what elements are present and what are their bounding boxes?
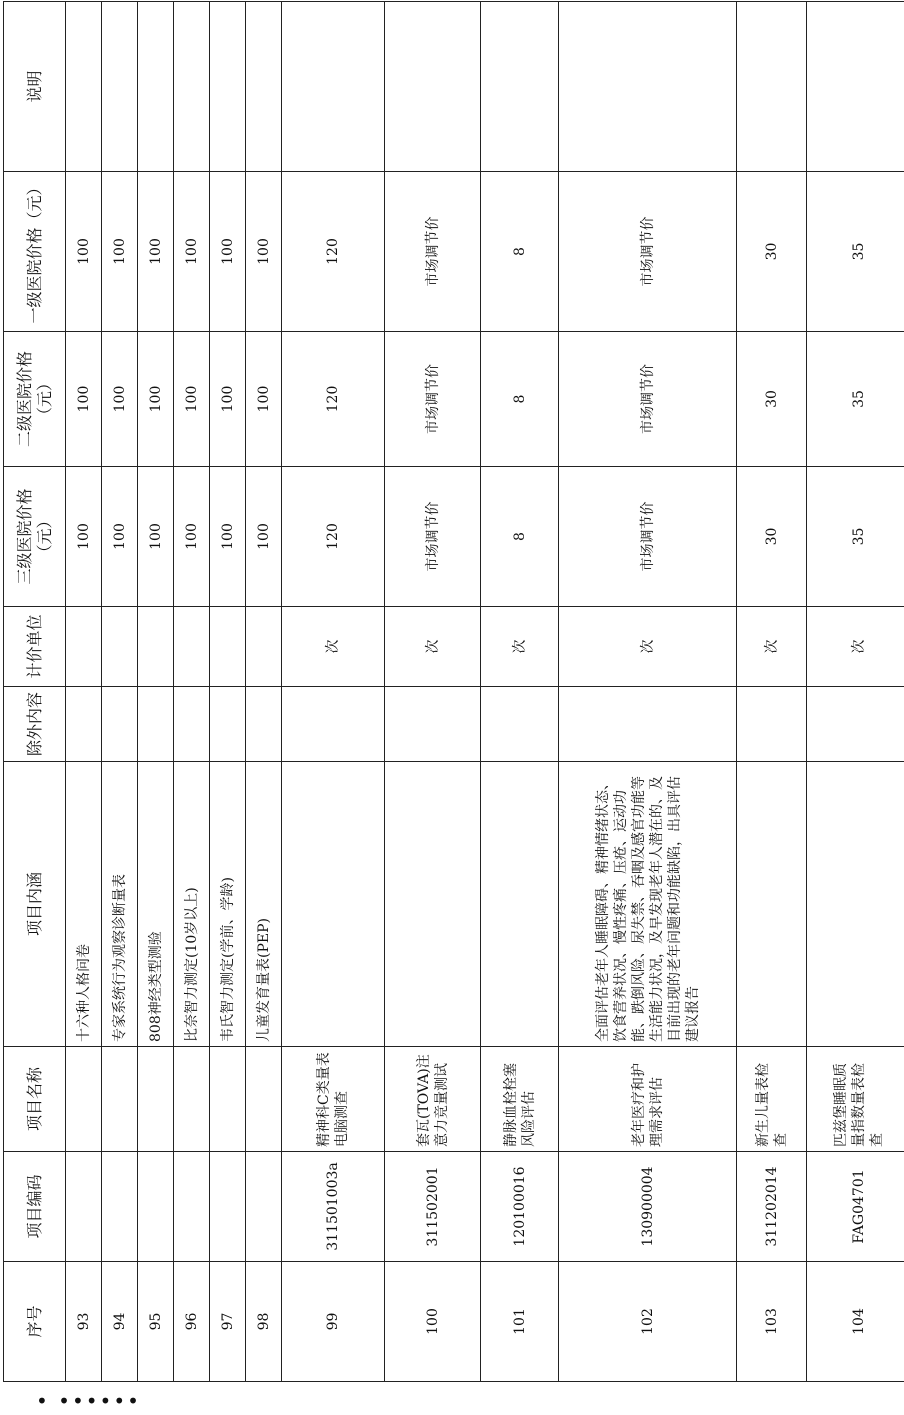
table-row [559,2,737,1382]
cell-name [66,1047,102,1152]
header-price2: 二级医院价格（元） [4,332,66,467]
cell-price2: 市场调节价 [559,332,737,467]
cell-price2: 100 [174,332,210,467]
cell-price1: 120 [282,172,385,332]
table-row [102,2,138,1382]
cell-name [174,1047,210,1152]
cell-price3: 30 [737,467,807,607]
table-row [174,2,210,1382]
cell-excluded [737,687,807,762]
cell-price1: 市场调节价 [385,172,481,332]
cell-name [102,1047,138,1152]
header-seq: 序号 [4,1262,66,1382]
cell-unit [210,607,246,687]
cell-seq: 100 [385,1262,481,1382]
cell-content: 十六种人格问卷 [66,762,102,1047]
cell-price3: 市场调节价 [385,467,481,607]
header-content: 项目内涵 [4,762,66,1047]
cell-price2: 100 [210,332,246,467]
cell-content [807,762,904,1047]
cell-price1: 35 [807,172,904,332]
cell-price3: 100 [66,467,102,607]
cell-price1: 100 [66,172,102,332]
header-note: 说明 [4,2,66,172]
table-row [138,2,174,1382]
cell-unit [66,607,102,687]
cell-unit: 次 [737,607,807,687]
cell-content: 全面评估老年人睡眠障碍、精神情绪状态、饮食营养状况、慢性疼痛、压疮、运动功能、跌倒风险、尿失禁、吞咽及感官功能等生活能力状况，及早发现老年人潜在的、及目前出现的老年问题和功能缺陷，出具评估建议报告 [559,762,737,1047]
cell-seq: 93 [66,1262,102,1382]
cell-unit [246,607,282,687]
cell-name: 新生儿量表检查 [737,1047,807,1152]
table-row [737,2,807,1382]
cell-unit: 次 [282,607,385,687]
cell-note [246,2,282,172]
header-price1: 一级医院价格（元） [4,172,66,332]
header-row [4,2,66,1382]
cell-price2: 120 [282,332,385,467]
cell-code: 311502001 [385,1152,481,1262]
cell-code [174,1152,210,1262]
header-excluded: 除外内容 [4,687,66,762]
cell-price3: 8 [481,467,559,607]
cell-note [807,2,904,172]
cell-price3: 100 [102,467,138,607]
cell-price1: 100 [138,172,174,332]
cell-excluded [481,687,559,762]
cell-price2: 100 [66,332,102,467]
cell-content: 比奈智力测定(10岁以上) [174,762,210,1047]
cell-excluded [559,687,737,762]
cell-price2: 35 [807,332,904,467]
table-row [481,2,559,1382]
cell-code [246,1152,282,1262]
cell-excluded [174,687,210,762]
cell-price2: 市场调节价 [385,332,481,467]
cell-note [282,2,385,172]
cell-excluded [102,687,138,762]
cell-name: 套瓦(TOVA)注意力竞量测试 [385,1047,481,1152]
cell-code: FAG04701 [807,1152,904,1262]
cell-excluded [210,687,246,762]
cell-seq: 103 [737,1262,807,1382]
cell-excluded [385,687,481,762]
cell-name [246,1047,282,1152]
table-row [246,2,282,1382]
cell-price1: 100 [174,172,210,332]
cell-unit: 次 [559,607,737,687]
cell-price1: 市场调节价 [559,172,737,332]
cell-price1: 100 [210,172,246,332]
cell-code [210,1152,246,1262]
cell-code: 311202014 [737,1152,807,1262]
cell-note [385,2,481,172]
cell-excluded [807,687,904,762]
cell-price1: 100 [102,172,138,332]
cell-content [737,762,807,1047]
cell-code [66,1152,102,1262]
cell-price1: 8 [481,172,559,332]
cell-seq: 94 [102,1262,138,1382]
cell-excluded [66,687,102,762]
cell-note [481,2,559,172]
cell-code [102,1152,138,1262]
cell-seq: 96 [174,1262,210,1382]
cell-name [138,1047,174,1152]
cell-name: 匹兹堡睡眠质量指数量表检查 [807,1047,904,1152]
price-table [3,1,904,1382]
cell-seq: 104 [807,1262,904,1382]
cell-unit: 次 [481,607,559,687]
cell-excluded [138,687,174,762]
cell-content: 专家系统行为观察诊断量表 [102,762,138,1047]
cell-name: 静脉血栓栓塞风险评估 [481,1047,559,1152]
cell-price1: 100 [246,172,282,332]
cell-unit [102,607,138,687]
cell-unit [138,607,174,687]
cell-seq: 102 [559,1262,737,1382]
cell-price3: 120 [282,467,385,607]
header-price3: 三级医院价格（元） [4,467,66,607]
cell-price2: 30 [737,332,807,467]
cell-content: 儿童发育量表(PEP) [246,762,282,1047]
cell-content [385,762,481,1047]
header-name: 项目名称 [4,1047,66,1152]
cell-name: 老年医疗和护理需求评估 [559,1047,737,1152]
cell-price3: 100 [174,467,210,607]
cell-name: 精神科C类量表电脑测查 [282,1047,385,1152]
cell-content: 韦氏智力测定(学前、学龄) [210,762,246,1047]
header-code: 项目编码 [4,1152,66,1262]
cell-seq: 99 [282,1262,385,1382]
cell-unit [174,607,210,687]
table-row [282,2,385,1382]
cell-content: 808神经类型测验 [138,762,174,1047]
cell-price1: 30 [737,172,807,332]
cell-code: 130900004 [559,1152,737,1262]
cell-content [282,762,385,1047]
cell-code [138,1152,174,1262]
table-row [66,2,102,1382]
cell-price2: 100 [138,332,174,467]
table-row [210,2,246,1382]
cell-note [210,2,246,172]
cell-unit: 次 [807,607,904,687]
table-row [807,2,904,1382]
cell-price3: 100 [210,467,246,607]
header-unit: 计价单位 [4,607,66,687]
cell-content [481,762,559,1047]
cell-seq: 97 [210,1262,246,1382]
cell-seq: 95 [138,1262,174,1382]
cell-note [174,2,210,172]
cell-note [66,2,102,172]
cell-seq: 101 [481,1262,559,1382]
cell-price3: 35 [807,467,904,607]
cell-price3: 100 [246,467,282,607]
cell-code: 120100016 [481,1152,559,1262]
cell-price2: 8 [481,332,559,467]
cell-price2: 100 [246,332,282,467]
cell-note [559,2,737,172]
table-row [385,2,481,1382]
cell-unit: 次 [385,607,481,687]
cell-code: 311501003a [282,1152,385,1262]
cell-excluded [282,687,385,762]
cell-price2: 100 [102,332,138,467]
cell-note [138,2,174,172]
continuation-ellipsis: • •••••• [36,1389,141,1413]
cell-price3: 100 [138,467,174,607]
cell-note [102,2,138,172]
cell-name [210,1047,246,1152]
cell-price3: 市场调节价 [559,467,737,607]
cell-seq: 98 [246,1262,282,1382]
cell-note [737,2,807,172]
cell-excluded [246,687,282,762]
